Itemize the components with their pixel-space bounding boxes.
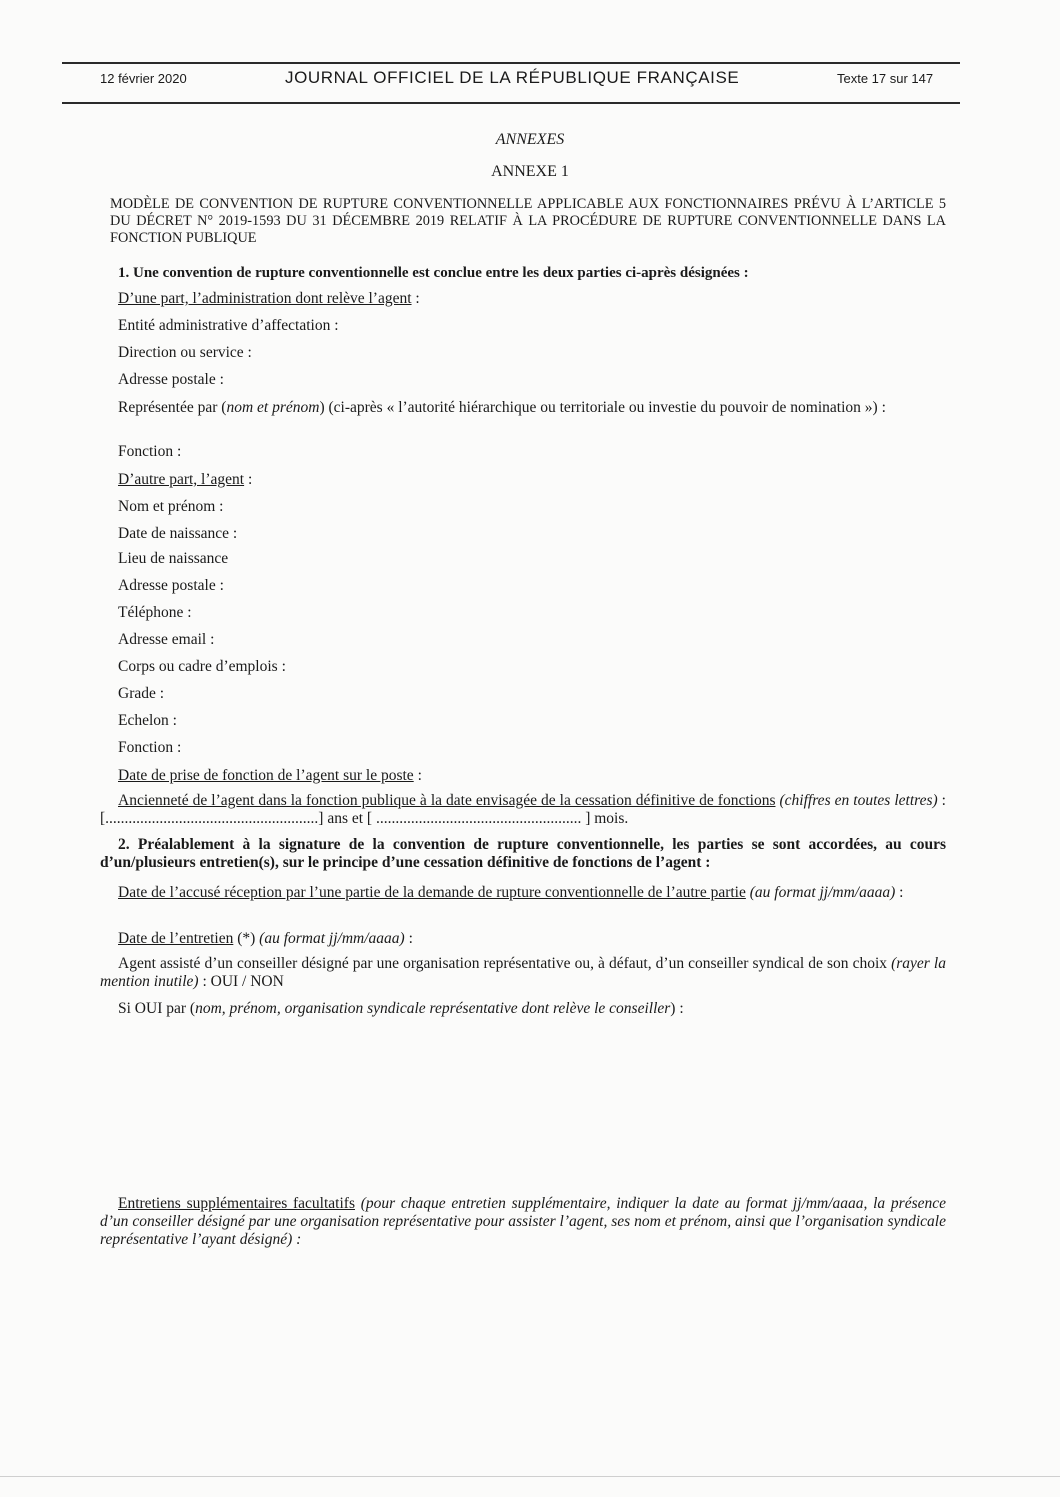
annexes-title: ANNEXES	[495, 131, 565, 148]
si-oui-field: Si OUI par (nom, prénom, organisation syndicale représentative dont relève le conseiller) :	[118, 1000, 684, 1017]
date-entretien-field: Date de l’entretien (*) (au format jj/mm/aaaa) :	[118, 930, 413, 947]
section-2-heading: 2. Préalablement à la signature de la convention de rupture conventionnelle, les parties se sont accordées, au cours d’un/plusieurs entretien(s), sur le principe d’une cessation définitive de fonctions de l’agent :	[100, 836, 946, 871]
prise-fonction-field: Date de prise de fonction de l’agent sur le poste :	[118, 767, 422, 784]
anciennete-field: Ancienneté de l’agent dans la fonction publique à la date envisagée de la cessation définitive de fonctions (chiffres en toutes lettres) : [.......................................................] ans et [ ..................................................... ] mois.	[100, 792, 946, 827]
email-field: Adresse email :	[118, 631, 215, 648]
annexe-label: ANNEXE 1	[491, 163, 569, 180]
nom-prenom-field: Nom et prénom :	[118, 498, 224, 515]
section-1-heading: 1. Une convention de rupture conventionnelle est conclue entre les deux parties ci-après désignées :	[118, 265, 749, 281]
entite-field: Entité administrative d’affectation :	[118, 317, 339, 334]
entretiens-supplementaires-field: Entretiens supplémentaires facultatifs (pour chaque entretien supplémentaire, indiquer la date au format jj/mm/aaaa, la présence d’un conseiller désigné par une organisation représentative pour assister l’agent, ses nom et prénom, ainsi que l’organisation syndicale représentative l’ayant désigné) :	[100, 1195, 946, 1248]
publication-date: 12 février 2020	[100, 71, 187, 86]
fonction-agent-field: Fonction :	[118, 739, 182, 756]
adresse-agent-field: Adresse postale :	[118, 577, 224, 594]
direction-field: Direction ou service :	[118, 344, 252, 361]
corps-field: Corps ou cadre d’emplois :	[118, 658, 286, 675]
date-naissance-field: Date de naissance :	[118, 525, 238, 542]
administration-label: D’une part, l’administration dont relève l’agent :	[118, 290, 420, 307]
fonction-admin-field: Fonction :	[118, 443, 182, 460]
lieu-naissance-field: Lieu de naissance	[118, 550, 229, 567]
grade-field: Grade :	[118, 685, 165, 702]
agent-label: D’autre part, l’agent :	[118, 471, 253, 488]
model-title: MODÈLE DE CONVENTION DE RUPTURE CONVENTIONNELLE APPLICABLE AUX FONCTIONNAIRES PRÉVU À L’ARTICLE 5 DU DÉCRET N° 2019-1593 DU 31 DÉCEMBRE 2019 RELATIF À LA PROCÉDURE DE RUPTURE CONVENTIONNELLE DANS LA FONCTION PUBLIQUE	[110, 196, 946, 246]
representee-par-field: Représentée par (nom et prénom) (ci-après « l’autorité hiérarchique ou territoriale ou investie du pouvoir de nomination ») :	[118, 399, 886, 416]
agent-assiste-field: Agent assisté d’un conseiller désigné par une organisation représentative ou, à défaut, d’un conseiller syndical de son choix (rayer la mention inutile) : OUI / NON	[100, 955, 946, 990]
scan-edge-line	[0, 1476, 1060, 1477]
journal-title: JOURNAL OFFICIEL DE LA RÉPUBLIQUE FRANÇAISE	[285, 68, 740, 87]
accuse-reception-field: Date de l’accusé réception par l’une partie de la demande de rupture conventionnelle de l’autre partie (au format jj/mm/aaaa) :	[118, 884, 904, 901]
adresse-admin-field: Adresse postale :	[118, 371, 224, 388]
echelon-field: Echelon :	[118, 712, 177, 729]
telephone-field: Téléphone :	[118, 604, 192, 621]
text-number: Texte 17 sur 147	[837, 71, 934, 86]
